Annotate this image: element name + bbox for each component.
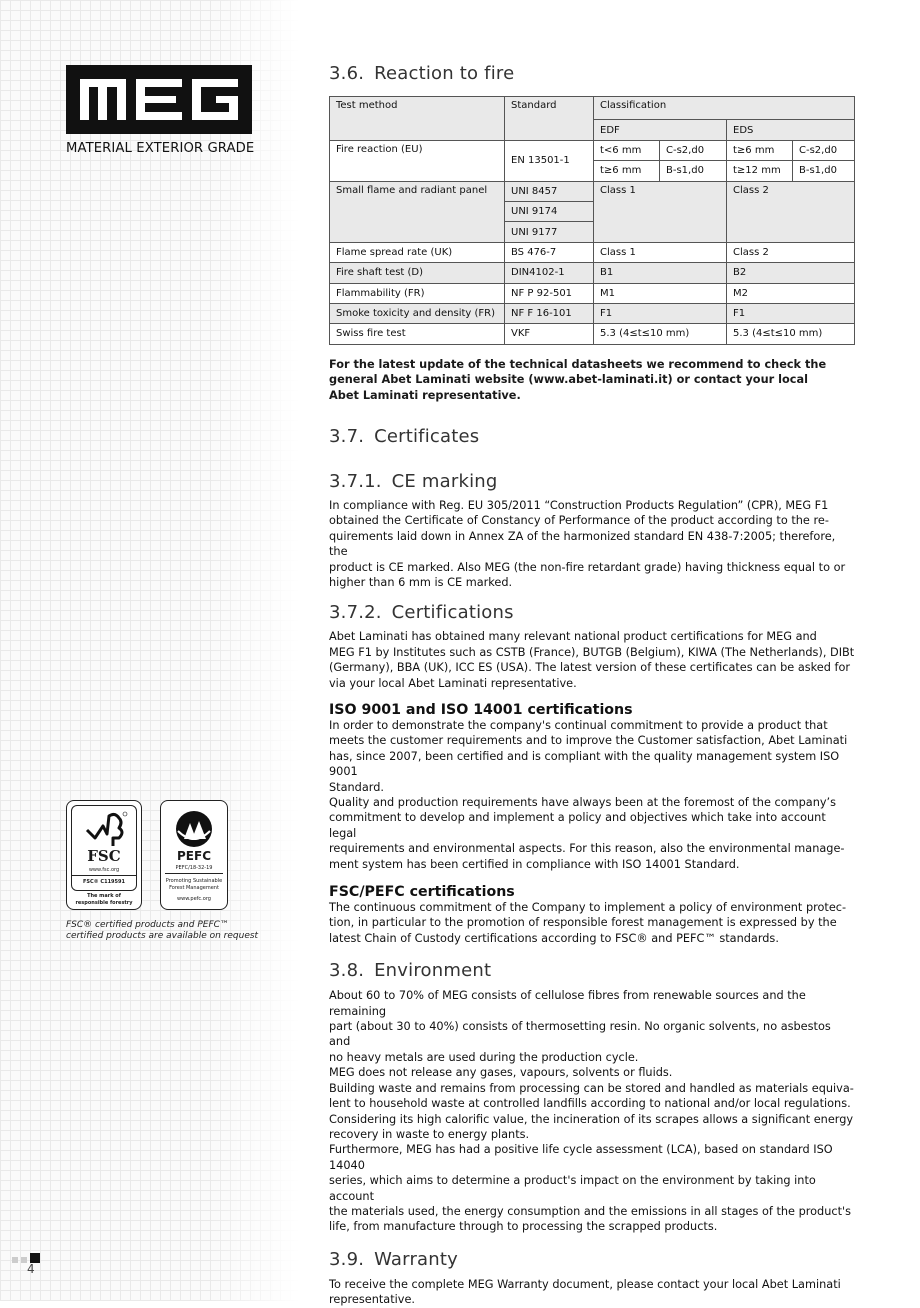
table-row xyxy=(330,303,855,323)
cell-value: 5.3 (4≤t≤10 mm) xyxy=(594,324,727,344)
text-line: Standard. xyxy=(329,780,384,794)
section-number: 3.6. xyxy=(329,63,365,84)
table-row xyxy=(330,263,855,283)
grid-background xyxy=(0,0,300,1301)
cell-standard: NF F 16-101 xyxy=(505,303,594,323)
text-line: recovery in waste to energy plants. xyxy=(329,1127,530,1141)
text-line: MEG does not release any gases, vapours, solvents or fluids. xyxy=(329,1066,673,1080)
fsc-code: FSC® C119591 xyxy=(83,879,125,885)
section-heading-3-9 xyxy=(329,1249,855,1270)
cell-value: 5.3 (4≤t≤10 mm) xyxy=(727,324,855,344)
text-line: About 60 to 70% of MEG consists of cellulose fibres from renewable sources and the remaining xyxy=(329,989,806,1018)
cell-method: Fire reaction (EU) xyxy=(330,140,505,181)
cell-value: Class 1 xyxy=(594,242,727,262)
text-line: has, since 2007, been certified and is compliant with the quality management system ISO 9001 xyxy=(329,749,840,779)
section-number: 3.8. xyxy=(329,960,365,982)
text-line: Abet Laminati has obtained many relevant national product certifications for MEG and xyxy=(329,630,817,644)
cell-value: Class 2 xyxy=(727,181,855,242)
fsc-pefc-heading: FSC/PEFC certifications xyxy=(329,884,515,901)
text-line: product is CE marked. Also MEG (the non-fire retardant grade) having thickness equal to or xyxy=(329,560,846,574)
text-line: commitment to develop and implement a policy and objectives which take into account legal xyxy=(329,811,826,840)
text-line: no heavy metals are used during the production cycle. xyxy=(329,1050,639,1064)
note-line: Abet Laminati representative. xyxy=(329,388,521,402)
section-number: 3.7.1. xyxy=(329,470,382,492)
text-line: lent to household waste at controlled landfills according to national and/or local regulations. xyxy=(329,1097,851,1111)
table-header-row xyxy=(330,97,855,120)
section-heading-3-7 xyxy=(329,426,855,447)
cell-standard: VKF xyxy=(505,324,594,344)
text-line: quirements laid down in Annex ZA of the harmonized standard EN 438-7:2005; therefore, the xyxy=(329,529,836,559)
text-line: (Germany), BBA (UK), ICC ES (USA). The latest version of these certificates can be asked for xyxy=(329,661,851,675)
ce-marking-text xyxy=(329,498,855,590)
text-line: Considering its high calorific value, the incineration of its scrapes allows a significant energy xyxy=(329,1112,854,1126)
table-row xyxy=(330,283,855,303)
text-line: To receive the complete MEG Warranty document, please contact your local Abet Laminati xyxy=(329,1277,841,1291)
section-heading-3-7-1 xyxy=(329,471,855,492)
text-line: In compliance with Reg. EU 305/2011 “Construction Products Regulation” (CPR), MEG F1 xyxy=(329,498,829,512)
section-title: Reaction to fire xyxy=(374,63,515,84)
meg-logo xyxy=(66,65,252,134)
cell-standard: NF P 92-501 xyxy=(505,283,594,303)
cell-value: t≥6 mm xyxy=(727,140,793,160)
header-classification: Classification xyxy=(594,97,855,120)
section-heading-3-7-2 xyxy=(329,602,855,623)
cell-value: t≥6 mm xyxy=(594,161,660,181)
text-line: requirements and environmental aspects. For this reason, also the environmental manage- xyxy=(329,842,845,856)
cell-value: F1 xyxy=(594,303,727,323)
main-content xyxy=(329,60,855,1308)
datasheet-note xyxy=(329,357,855,403)
fsc-tree-icon xyxy=(73,808,137,848)
table-row xyxy=(330,324,855,344)
section-title: Certificates xyxy=(374,425,480,447)
certifications-text xyxy=(329,629,855,691)
section-title: Environment xyxy=(374,960,492,982)
environment-text xyxy=(329,988,855,1235)
cell-value: F1 xyxy=(727,303,855,323)
cell-value: B-s1,d0 xyxy=(660,161,727,181)
text-line: meets the customer requirements and to improve the Customer satisfaction, Abet Laminati xyxy=(329,734,848,748)
section-title: Warranty xyxy=(374,1248,458,1270)
iso-heading: ISO 9001 and ISO 14001 certifications xyxy=(329,701,633,718)
text-line: life, from manufacture through to processing the scrapped products. xyxy=(329,1220,718,1234)
text-line: ment system has been certified in compliance with ISO 14001 Standard. xyxy=(329,857,740,871)
fsc-badge xyxy=(66,800,142,910)
cert-note-line: FSC® certified products and PEFC™ xyxy=(66,920,229,930)
cell-standard: UNI 8457 xyxy=(505,181,594,201)
text-line: higher than 6 mm is CE marked. xyxy=(329,575,513,589)
text-line: the materials used, the energy consumption and the emissions in all stages of the product's xyxy=(329,1204,852,1218)
fsc-tagline-1: The mark of xyxy=(87,893,121,899)
section-heading-3-6 xyxy=(329,63,855,84)
cell-standard: BS 476-7 xyxy=(505,242,594,262)
text-line: In order to demonstrate the company's continual commitment to provide a product that xyxy=(329,718,828,732)
warranty-text xyxy=(329,1277,855,1308)
cell-standard: DIN4102-1 xyxy=(505,263,594,283)
fsc-badge-frame xyxy=(71,805,137,891)
note-line: For the latest update of the technical datasheets we recommend to check the xyxy=(329,357,827,371)
text-line: tion, in particular to the promotion of responsible forest management is expressed by the xyxy=(329,916,837,930)
cert-note xyxy=(66,920,258,942)
cell-value: B1 xyxy=(594,263,727,283)
cell-method: Flame spread rate (UK) xyxy=(330,242,505,262)
header-test-method: Test method xyxy=(330,97,505,141)
note-line: general Abet Laminati website (www.abet-laminati.it) or contact your local xyxy=(329,373,808,387)
header-edf: EDF xyxy=(594,120,727,140)
pefc-badge xyxy=(160,800,228,910)
text-line: latest Chain of Custody certifications according to FSC® and PEFC™ standards. xyxy=(329,931,779,945)
cell-standard: UNI 9174 xyxy=(505,201,594,221)
fsc-pefc-text xyxy=(329,900,855,946)
cell-value: t<6 mm xyxy=(594,140,660,160)
section-heading-3-8 xyxy=(329,960,855,981)
pefc-tagline-2: Forest Management xyxy=(169,885,219,891)
section-number: 3.7.2. xyxy=(329,602,382,624)
text-line: series, which aims to determine a product's impact on the environment by taking into account xyxy=(329,1174,816,1203)
cell-standard: EN 13501-1 xyxy=(505,140,594,181)
page-number: 4 xyxy=(27,1262,35,1276)
cell-value: Class 1 xyxy=(594,181,727,242)
cell-method: Swiss fire test xyxy=(330,324,505,344)
cell-standard: UNI 9177 xyxy=(505,222,594,242)
header-eds: EDS xyxy=(727,120,855,140)
section-number: 3.9. xyxy=(329,1248,365,1270)
cell-value: B-s1,d0 xyxy=(793,161,855,181)
cert-note-line: certified products are available on request xyxy=(66,931,259,941)
section-title: CE marking xyxy=(391,470,498,492)
table-row xyxy=(330,140,855,160)
cell-value: M2 xyxy=(727,283,855,303)
fsc-name: FSC xyxy=(87,847,121,865)
cell-method: Fire shaft test (D) xyxy=(330,263,505,283)
header-standard: Standard xyxy=(505,97,594,141)
table-row xyxy=(330,242,855,262)
text-line: part (about 30 to 40%) consists of thermosetting resin. No organic solvents, no asbestos and xyxy=(329,1020,831,1049)
text-line: via your local Abet Laminati representative. xyxy=(329,676,577,690)
cell-method: Smoke toxicity and density (FR) xyxy=(330,303,505,323)
pefc-trees-icon xyxy=(172,809,216,849)
text-line: MEG F1 by Institutes such as CSTB (France), BUTGB (Belgium), KIWA (The Netherlands), DIBt xyxy=(329,645,855,659)
cell-value: M1 xyxy=(594,283,727,303)
page-marker xyxy=(12,1244,43,1263)
cell-value: Class 2 xyxy=(727,242,855,262)
cell-value: B2 xyxy=(727,263,855,283)
pefc-tagline-1: Promoting Sustainable xyxy=(165,878,223,884)
text-line: representative. xyxy=(329,1293,416,1307)
logo-subtitle: MATERIAL EXTERIOR GRADE xyxy=(66,141,255,156)
cell-value: C-s2,d0 xyxy=(793,140,855,160)
cell-method: Small flame and radiant panel xyxy=(330,181,505,242)
table-row xyxy=(330,181,855,201)
text-line: Building waste and remains from processing can be stored and handled as materials equiva- xyxy=(329,1081,854,1095)
cell-value: C-s2,d0 xyxy=(660,140,727,160)
text-line: obtained the Certificate of Constancy of Performance of the product according to the re- xyxy=(329,514,829,528)
section-number: 3.7. xyxy=(329,425,365,447)
text-line: The continuous commitment of the Company to implement a policy of environment protec- xyxy=(329,901,847,915)
section-title: Certifications xyxy=(391,602,514,624)
fire-reaction-table xyxy=(329,96,855,345)
text-line: Quality and production requirements have always been at the foremost of the company’s xyxy=(329,796,837,809)
pefc-code: PEFC/18-32-19 xyxy=(175,865,213,871)
fsc-url: www.fsc.org xyxy=(88,867,120,873)
pefc-name: PEFC xyxy=(177,849,211,863)
cell-value: t≥12 mm xyxy=(727,161,793,181)
fsc-tagline-2: responsible forestry xyxy=(75,900,133,906)
iso-text xyxy=(329,718,855,872)
cell-method: Flammability (FR) xyxy=(330,283,505,303)
text-line: Furthermore, MEG has had a positive life cycle assessment (LCA), based on standard ISO 14040 xyxy=(329,1143,833,1172)
pefc-url: www.pefc.org xyxy=(177,896,211,902)
